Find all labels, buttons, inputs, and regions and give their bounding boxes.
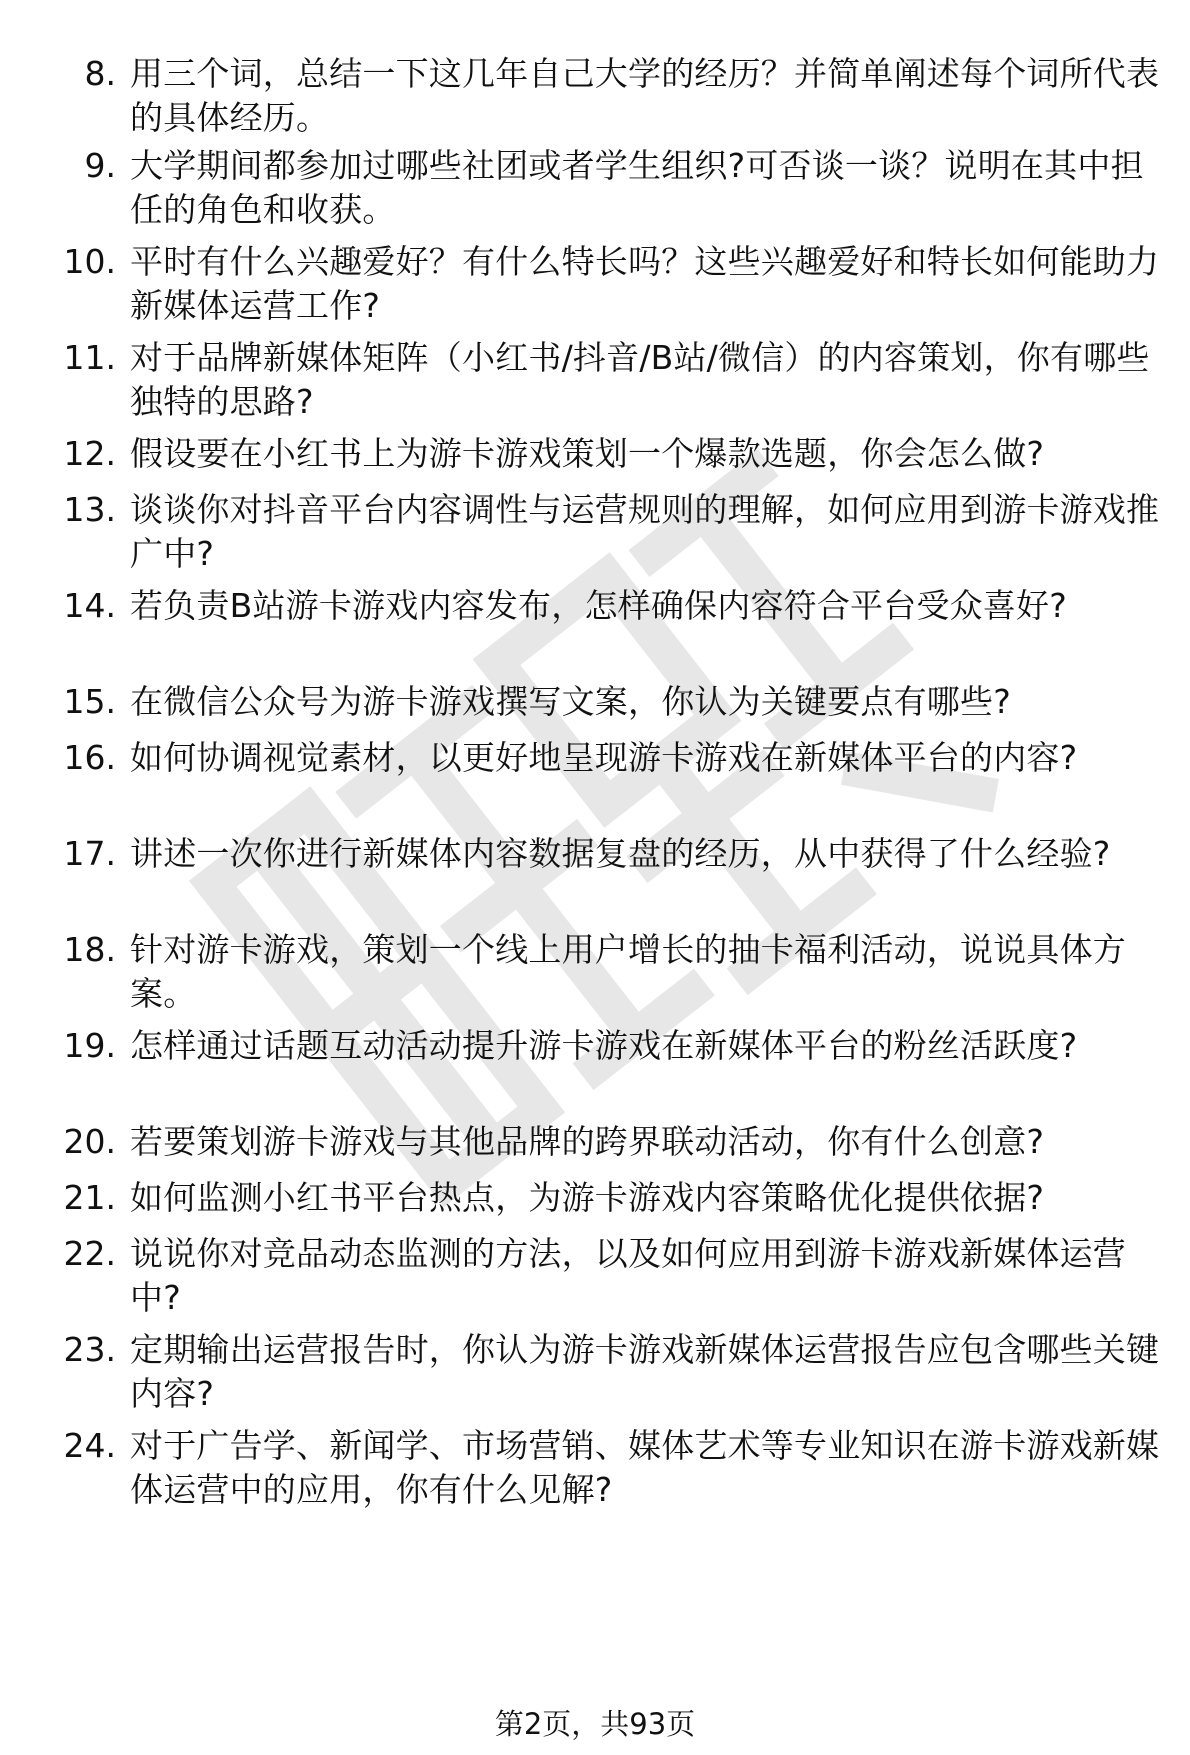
question-number: 9. (84, 146, 116, 185)
question-text: 平时有什么兴趣爱好？有什么特长吗？这些兴趣爱好和特长如何能助力新媒体运营工作? (130, 242, 1160, 325)
question-item (0, 1424, 1190, 1514)
question-number: 23. (63, 1330, 116, 1369)
question-item (0, 1232, 1190, 1322)
question-item (0, 928, 1190, 1018)
question-text: 如何监测小红书平台热点，为游卡游戏内容策略优化提供依据? (130, 1178, 1045, 1217)
question-item (0, 1024, 1190, 1114)
question-item (0, 584, 1190, 674)
question-text: 对于广告学、新闻学、市场营销、媒体艺术等专业知识在游卡游戏新媒体运营中的应用，你有什么见解? (130, 1426, 1160, 1509)
page-number-footer: 第2页，共93页 (494, 1707, 696, 1741)
question-text: 大学期间都参加过哪些社团或者学生组织?可否谈一谈？说明在其中担任的角色和收获。 (130, 146, 1144, 229)
question-number: 21. (63, 1178, 116, 1217)
question-number: 11. (63, 338, 116, 377)
question-text: 定期输出运营报告时，你认为游卡游戏新媒体运营报告应包含哪些关键内容? (130, 1330, 1160, 1413)
question-item (0, 736, 1190, 826)
question-item (0, 240, 1190, 330)
question-number: 14. (63, 586, 116, 625)
question-number: 20. (63, 1122, 116, 1161)
question-number: 10. (63, 242, 116, 281)
question-number: 13. (63, 490, 116, 529)
question-number: 12. (63, 434, 116, 473)
question-item (0, 488, 1190, 578)
question-text: 假设要在小红书上为游卡游戏策划一个爆款选题，你会怎么做? (130, 434, 1045, 473)
question-number: 24. (63, 1426, 116, 1465)
question-text: 怎样通过话题互动活动提升游卡游戏在新媒体平台的粉丝活跃度? (130, 1026, 1078, 1065)
question-number: 15. (63, 682, 116, 721)
question-item (0, 144, 1190, 234)
question-number: 19. (63, 1026, 116, 1065)
question-item (0, 336, 1190, 426)
question-item (0, 832, 1190, 922)
question-text: 对于品牌新媒体矩阵（小红书/抖音/B站/微信）的内容策划，你有哪些独特的思路? (130, 338, 1150, 421)
question-item (0, 1328, 1190, 1418)
question-number: 22. (63, 1234, 116, 1273)
question-text: 讲述一次你进行新媒体内容数据复盘的经历，从中获得了什么经验? (130, 834, 1111, 873)
question-item (0, 52, 1190, 142)
question-text: 如何协调视觉素材，以更好地呈现游卡游戏在新媒体平台的内容? (130, 738, 1078, 777)
question-text: 在微信公众号为游卡游戏撰写文案，你认为关键要点有哪些? (130, 682, 1011, 721)
question-text: 针对游卡游戏，策划一个线上用户增长的抽卡福利活动，说说具体方案。 (130, 930, 1126, 1013)
question-number: 8. (84, 54, 116, 93)
question-number: 17. (63, 834, 116, 873)
question-number: 16. (63, 738, 116, 777)
question-number: 18. (63, 930, 116, 969)
question-text: 若要策划游卡游戏与其他品牌的跨界联动活动，你有什么创意? (130, 1122, 1045, 1161)
question-text: 用三个词，总结一下这几年自己大学的经历？并简单阐述每个词所代表的具体经历。 (130, 54, 1160, 137)
question-text: 说说你对竞品动态监测的方法，以及如何应用到游卡游戏新媒体运营中? (130, 1234, 1126, 1317)
question-text: 若负责B站游卡游戏内容发布，怎样确保内容符合平台受众喜好? (130, 586, 1067, 625)
question-text: 谈谈你对抖音平台内容调性与运营规则的理解，如何应用到游卡游戏推广中? (130, 490, 1160, 573)
